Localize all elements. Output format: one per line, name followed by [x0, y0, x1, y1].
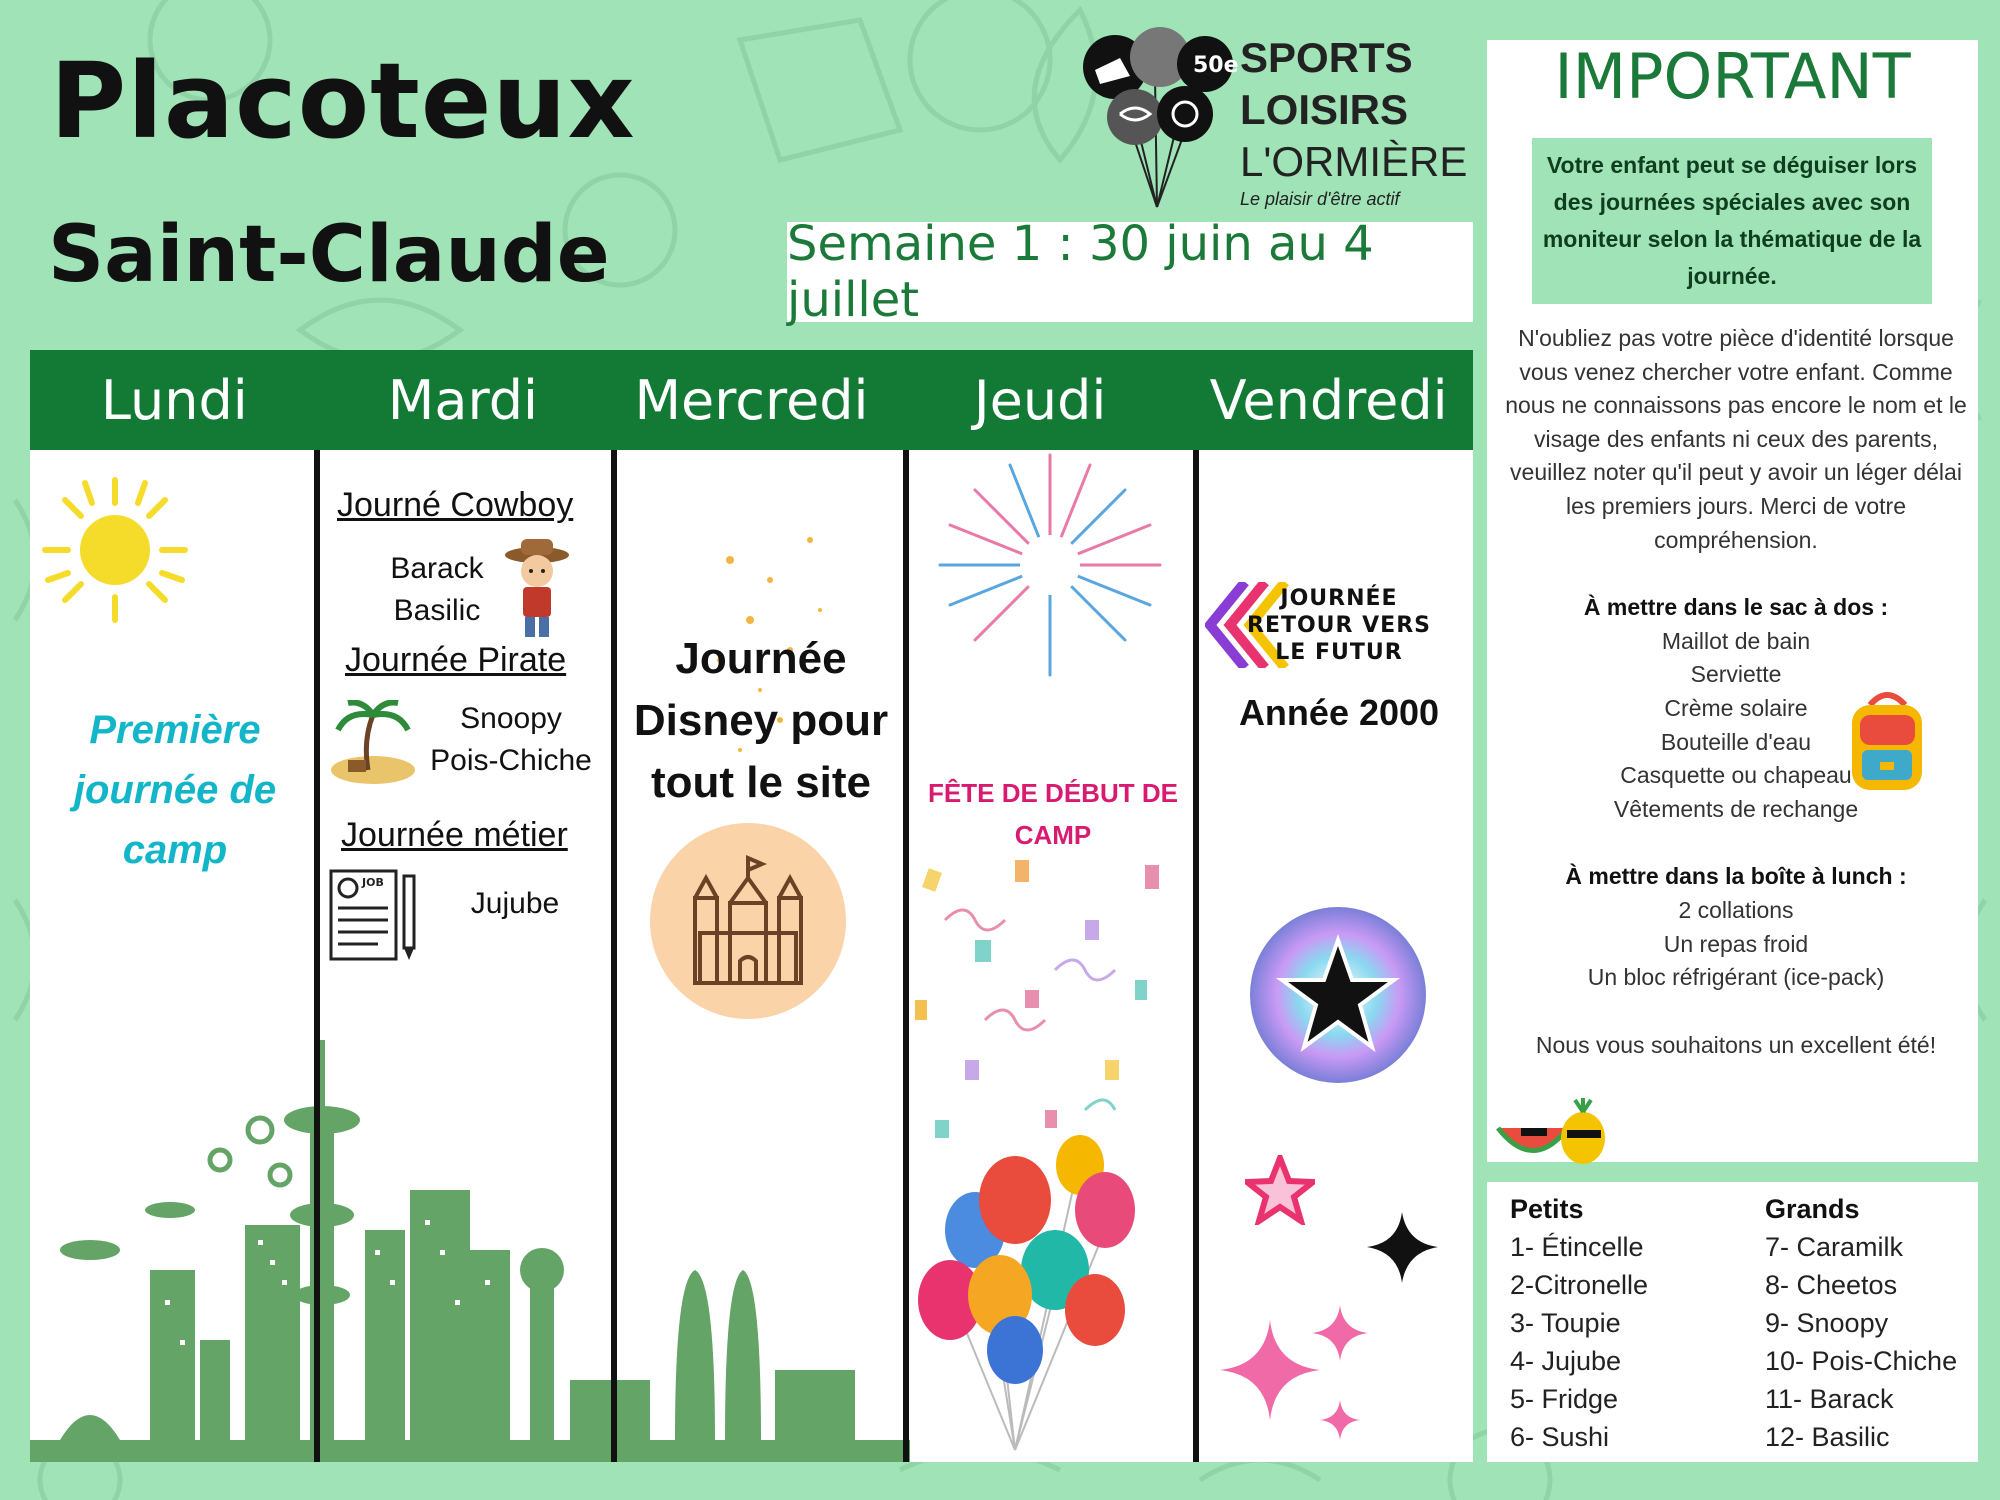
logo-line-ormiere: L'ORMIÈRE: [1240, 138, 1468, 185]
bag-item: Bouteille d'eau: [1660, 728, 1812, 755]
mardi-metier-title: Journée métier: [341, 816, 568, 854]
mardi-pirate-name-1: Snoopy: [460, 702, 562, 735]
logo-line-sports: SPORTS: [1240, 34, 1413, 81]
confetti-icon: [905, 860, 1195, 1160]
group-item: 12- Basilic: [1765, 1422, 1890, 1452]
vendredi-banner-line-3: LE FUTUR: [1275, 640, 1403, 665]
group-item: 6- Sushi: [1510, 1422, 1610, 1452]
star-pink-icon: [1245, 1155, 1315, 1225]
group-item: 9- Snoopy: [1765, 1308, 1889, 1338]
fireworks-icon: [920, 445, 1180, 695]
group-item: 3- Toupie: [1510, 1308, 1621, 1338]
mardi-cowboy-name-2: Basilic: [393, 594, 481, 627]
job-document-icon: [328, 868, 423, 964]
sparkle-black-icon: [1365, 1210, 1440, 1285]
groups-petits-column: [1510, 1190, 1648, 1456]
job-document-label: JOB: [362, 876, 384, 889]
day-header-vendredi: Vendredi: [1209, 368, 1448, 432]
column-divider: [314, 450, 320, 1462]
day-header-lundi: Lundi: [100, 368, 248, 432]
vendredi-year: Année 2000: [1238, 692, 1440, 733]
castle-icon: [650, 823, 846, 1019]
groups-grands-column: [1765, 1190, 1957, 1456]
pirate-island-icon: [328, 700, 418, 790]
logo-tagline: Le plaisir d'être actif: [1240, 189, 1400, 209]
mardi-cowboy-names: [372, 548, 502, 632]
mardi-cowboy-title: Journé Cowboy: [337, 486, 574, 524]
bag-item: Vêtements de rechange: [1613, 795, 1859, 822]
important-highlight: Votre enfant peut se déguiser lors des journées spéciales avec son moniteur selon la thématique de la journée.: [1532, 138, 1932, 304]
backpack-icon: [1840, 690, 1935, 795]
page-subtitle: Saint-Claude: [48, 210, 610, 300]
important-title: IMPORTANT: [1554, 40, 1911, 113]
group-item: 4- Jujube: [1510, 1346, 1622, 1376]
day-header-mardi: Mardi: [387, 368, 538, 432]
lunch-item: 2 collations: [1678, 896, 1794, 923]
logo-badge: 50e: [1193, 53, 1239, 78]
vendredi-banner-line-2: RETOUR VERS: [1247, 613, 1431, 638]
organization-logo: [1240, 32, 1467, 210]
bag-item: Casquette ou chapeau: [1620, 762, 1852, 789]
group-item: 7- Caramilk: [1765, 1232, 1904, 1262]
vendredi-theme-banner: [1200, 585, 1478, 666]
day-header-jeudi: Jeudi: [973, 368, 1107, 432]
week-label: Semaine 1 : 30 juin au 4 juillet: [787, 222, 1473, 322]
balloons-icon: [905, 1120, 1145, 1460]
mardi-cowboy-name-1: Barack: [390, 552, 484, 585]
groups-grands-title: Grands: [1765, 1194, 1860, 1224]
fruit-characters-icon: [1493, 1098, 1613, 1168]
mardi-metier-name: Jujube: [470, 887, 560, 920]
bag-item: Crème solaire: [1664, 694, 1808, 721]
group-item: 1- Étincelle: [1510, 1232, 1644, 1262]
group-item: 8- Cheetos: [1765, 1270, 1898, 1300]
group-item: 11- Barack: [1765, 1384, 1894, 1414]
groups-petits-title: Petits: [1510, 1194, 1584, 1224]
closing-message: Nous vous souhaitons un excellent été!: [1535, 1031, 1937, 1058]
bag-item: Maillot de bain: [1661, 627, 1811, 654]
important-note: N'oubliez pas votre pièce d'identité lorsque vous venez chercher votre enfant. Comme nous ne connaissons pas encore le nom et le visage des enfants ni ceux des parents, veuillez noter qu'il peut y avoir un léger délai les premiers jours. Merci de votre compréhension.: [1505, 325, 1967, 553]
column-divider: [611, 450, 617, 1462]
group-item: 5- Fridge: [1510, 1384, 1619, 1414]
bag-item: Serviette: [1690, 661, 1782, 688]
group-item: 2-Citronelle: [1510, 1270, 1649, 1300]
jeudi-activity: FÊTE DE DÉBUT DE CAMP: [928, 778, 1178, 850]
lunch-item: Un bloc réfrigérant (ice-pack): [1587, 964, 1885, 991]
lunch-item: Un repas froid: [1663, 930, 1809, 957]
mardi-pirate-title: Journée Pirate: [345, 641, 567, 679]
group-item: 10- Pois-Chiche: [1765, 1346, 1958, 1376]
mercredi-activity: Journée Disney pour tout le site: [633, 634, 889, 807]
lunch-title: À mettre dans la boîte à lunch :: [1565, 863, 1907, 890]
lundi-activity: Première journée de camp: [73, 708, 277, 872]
day-header-bar: [30, 350, 1473, 450]
sparkle-pink-icon: [1210, 1300, 1375, 1450]
city-skyline-icon: [30, 1040, 910, 1462]
cowboy-icon: [505, 535, 570, 640]
balloons-logo-icon: [1075, 22, 1240, 212]
logo-line-loisirs: LOISIRS: [1240, 86, 1409, 133]
day-header-mercredi: Mercredi: [634, 368, 869, 432]
mardi-pirate-name-2: Pois-Chiche: [430, 744, 592, 777]
page-title: Placoteux: [50, 40, 636, 162]
cd-disc-icon: [1248, 905, 1428, 1085]
mardi-pirate-names: [418, 698, 604, 782]
vendredi-banner-line-1: JOURNÉE: [1280, 586, 1398, 611]
sun-icon: [40, 475, 190, 625]
bag-title: À mettre dans le sac à dos :: [1583, 594, 1889, 621]
